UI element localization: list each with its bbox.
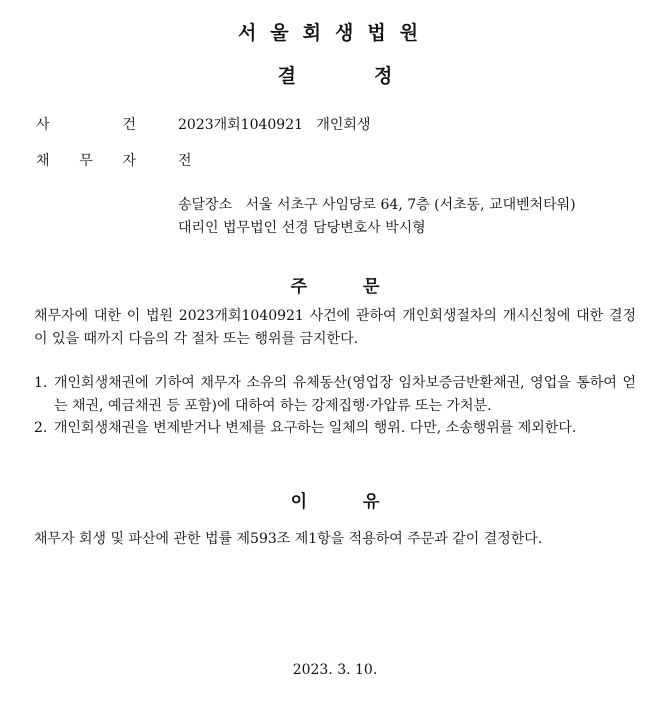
reason-text: 채무자 회생 및 파산에 관한 법률 제593조 제1항을 적용하여 주문과 같이 결정한다.	[34, 531, 543, 547]
order-items	[34, 372, 636, 440]
order-intro: 채무자에 대한 이 법원 2023개회1040921 사건에 관하여 개인회생절차의 개시신청에 대한 결정이 있을 때까지 다음의 각 절차 또는 행위를 금지한다.	[34, 308, 636, 347]
order-title: 주 문	[290, 277, 380, 297]
list-item: 1. 개인회생채권에 기하여 채무자 소유의 유체동산(영업장 임차보증금반환채권, 영업을 통하여 얻는 채권, 예금채권 등 포함)에 대하여 하는 강제집행·가압류 또는 가처분.	[34, 375, 636, 414]
debtor-label: 채 무 자	[36, 153, 136, 169]
debtor-agent: 대리인 법무법인 선경 담당변호사 박시형	[178, 220, 426, 236]
document-type-char: 정	[374, 65, 393, 87]
decision-date: 2023. 3. 10.	[292, 662, 378, 678]
document-type-char: 결	[277, 65, 296, 87]
service-address: 송달장소 서울 서초구 사임당로 64, 7층 (서초동, 교대벤처타워)	[178, 197, 576, 213]
list-item: 2. 개인회생채권을 변제받거나 변제를 요구하는 일체의 행위. 다만, 소송행위를 제외한다.	[34, 420, 577, 436]
case-number: 2023개회1040921 개인회생	[178, 117, 371, 133]
document-type	[0, 61, 670, 88]
court-name: 서울회생법원	[237, 22, 433, 44]
debtor-row	[36, 150, 192, 170]
reason-title: 이 유	[290, 492, 380, 512]
debtor-name: 전	[178, 153, 192, 169]
case-label: 사 건	[36, 117, 136, 133]
case-row	[36, 114, 370, 134]
